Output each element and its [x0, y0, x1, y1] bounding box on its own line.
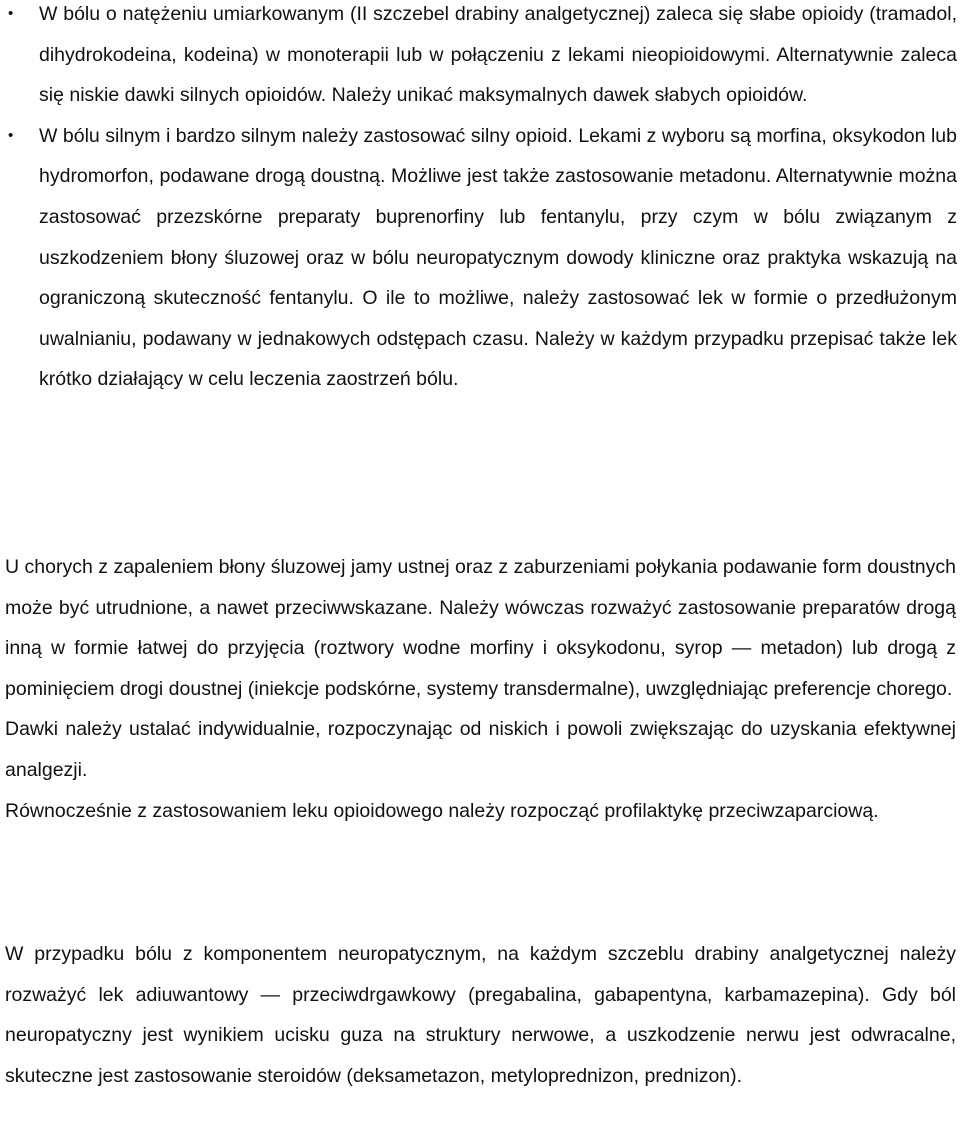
bullet-item-severe-pain [0, 116, 957, 400]
bullet-item-moderate-pain [0, 0, 957, 116]
bullet-icon: • [8, 126, 14, 144]
paragraph-dosing: Dawki należy ustalać indywidualnie, rozpoczynając od niskich i powoli zwiększając do uzyskania efektywnej analgezji. [5, 718, 956, 781]
paragraph-prophylaxis: Równocześnie z zastosowaniem leku opioidowego należy rozpocząć profilaktykę przeciwzaparciową. [5, 799, 879, 822]
paragraph-mucositis: U chorych z zapaleniem błony śluzowej jamy ustnej oraz z zaburzeniami połykania podawanie form doustnych może być utrudnione, a nawet przeciwwskazane. Należy wówczas rozważyć zastosowanie preparatów drogą inną w formie łatwej do przyjęcia (roztwory wodne morfiny i oksykodonu, syrop — metadon) lub drogą z pominięciem drogi doustnej (iniekcje podskórne, systemy transdermalne), uwzględniając preferencje chorego. [5, 556, 956, 700]
bullet-text: W bólu silnym i bardzo silnym należy zastosować silny opioid. Lekami z wyboru są morfina, oksykodon lub hydromorfon, podawane drogą doustną. Możliwe jest także zastosowanie metadonu. Alternatywnie można zastosować przezskórne preparaty buprenorfiny lub fentanylu, przy czym w bólu związanym z uszkodzeniem błony śluzowej oraz w bólu neuropatycznym dowody kliniczne oraz praktyka wskazują na ograniczoną skuteczność fentanylu. O ile to możliwe, należy zastosować lek w formie o przedłużonym uwalnianiu, podawany w jednakowych odstępach czasu. Należy w każdym przypadku przepisać także lek krótko działający w celu leczenia zaostrzeń bólu. [39, 124, 957, 391]
paragraph-group-route-dosing [5, 547, 956, 831]
paragraph-neuropathic: W przypadku bólu z komponentem neuropatycznym, na każdym szczeblu drabiny analgetycznej należy rozważyć lek adiuwantowy — przeciwdrgawkowy (pregabalina, gabapentyna, karbamazepina). Gdy ból neuropatyczny jest wynikiem ucisku guza na struktury nerwowe, a uszkodzenie nerwu jest odwracalne, skuteczne jest zastosowanie steroidów (deksametazon, metyloprednizon, prednizon). [5, 943, 956, 1087]
bullet-text: W bólu o natężeniu umiarkowanym (II szczebel drabiny analgetycznej) zaleca się słabe opioidy (tramadol, dihydrokodeina, kodeina) w monoterapii lub w połączeniu z lekami nieopioidowymi. Alternatywnie zaleca się niskie dawki silnych opioidów. Należy unikać maksymalnych dawek słabych opioidów. [39, 3, 957, 107]
bullet-list [0, 0, 960, 400]
bullet-icon: • [8, 5, 14, 22]
